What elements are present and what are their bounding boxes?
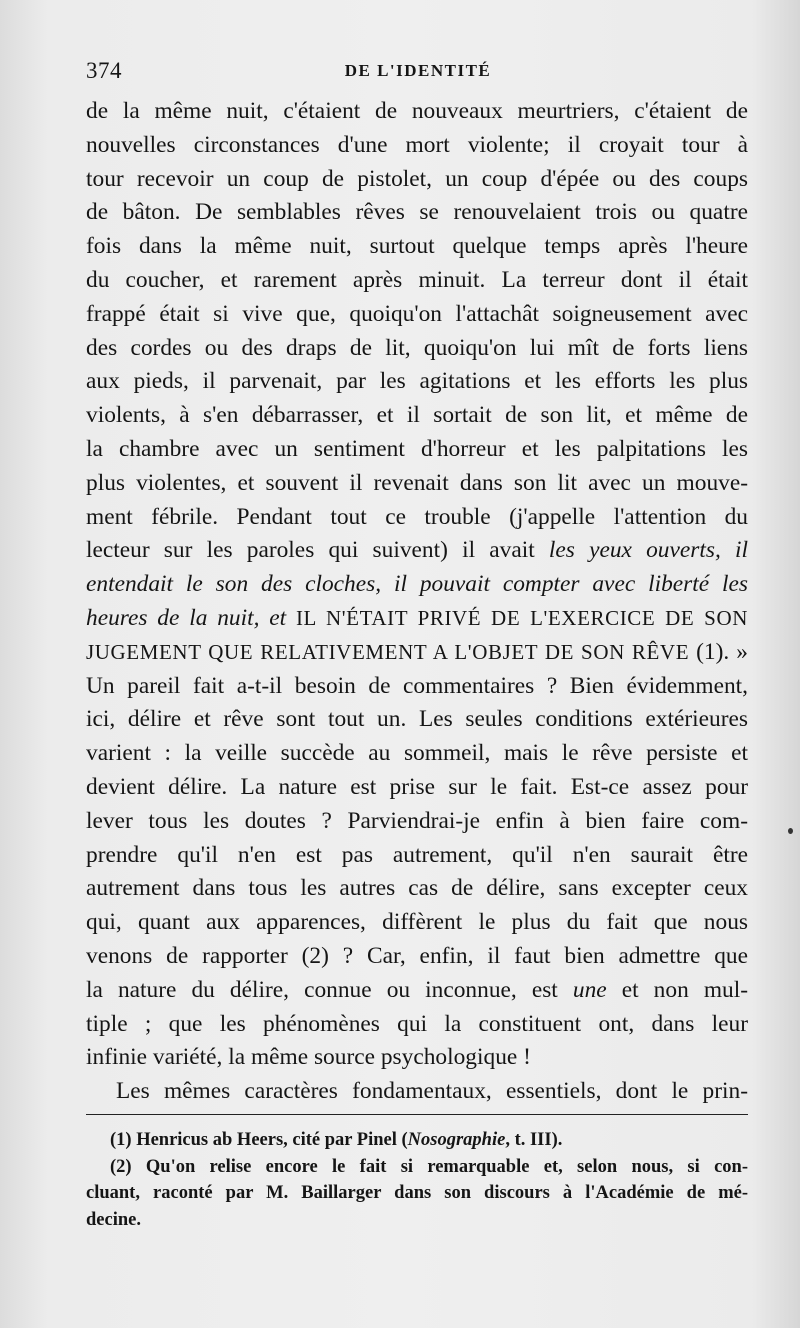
body-text xyxy=(86,95,748,1109)
footnote-line: decine. xyxy=(86,1209,141,1230)
text-line: infinie variété, la même source psychologique ! xyxy=(86,1044,531,1071)
text-line: violents, à s'en débarrasser, et il sortait de son lit, et même de xyxy=(86,402,748,429)
small-caps-span: JUGEMENT QUE RELATIVEMENT A L'OBJET DE SON RÊVE xyxy=(86,639,690,664)
text-line: venons de rapporter (2) ? Car, enfin, il faut bien admettre que xyxy=(86,942,748,969)
text-line: aux pieds, il parvenait, par les agitations et les efforts les plus xyxy=(86,368,748,395)
text-line: tiple ; que les phénomènes qui la constituent ont, dans leur xyxy=(86,1010,748,1037)
footnote-line: (1) Henricus ab Heers, cité par Pinel (Nosographie, t. III). xyxy=(110,1130,563,1150)
text-line: du coucher, et rarement après minuit. La terreur dont il était xyxy=(86,266,748,293)
italic-span: Nosographie xyxy=(407,1130,506,1150)
footnote-line: cluant, raconté par M. Baillarger dans son discours à l'Académie de mé- xyxy=(86,1183,748,1203)
text-line: des cordes ou des draps de lit, quoiqu'on lui mît de forts liens xyxy=(86,334,748,361)
text-line: la chambre avec un sentiment d'horreur et les palpitations les xyxy=(86,435,748,462)
text-line xyxy=(86,568,748,602)
small-caps-span: IL N'ÉTAIT PRIVÉ DE L'EXERCICE DE SON xyxy=(286,605,748,630)
text-line: plus violentes, et souvent il revenait dans son lit avec un mouve- xyxy=(86,469,748,496)
text-line: ici, délire et rêve sont tout un. Les seules conditions extérieures xyxy=(86,706,748,733)
italic-span: heures de la nuit, et xyxy=(86,604,287,631)
text-line: frappé était si vive que, quoiqu'on l'attachât soigneusement avec xyxy=(86,300,748,327)
page-number: 374 xyxy=(86,58,122,83)
text-line: Un pareil fait a-t-il besoin de commentaires ? Bien évidemment, xyxy=(86,672,748,699)
footnote-line: (2) Qu'on relise encore le fait si remarquable et, selon nous, si con- xyxy=(110,1156,748,1177)
text-line: la nature du délire, connue ou inconnue, est une et non mul- xyxy=(86,976,749,1003)
text-line: de la même nuit, c'étaient de nouveaux meurtriers, c'étaient de xyxy=(86,98,748,124)
text-line: JUGEMENT QUE RELATIVEMENT A L'OBJET DE SON RÊVE (1). » xyxy=(86,638,748,665)
text-line: autrement dans tous les autres cas de délire, sans excepter ceux xyxy=(86,875,748,902)
text-line xyxy=(86,602,748,636)
italic-span: entendait le son des cloches, il pouvait compter avec liberté les xyxy=(86,571,748,598)
running-title: DE L'IDENTITÉ xyxy=(344,61,492,80)
footnotes xyxy=(86,1127,748,1233)
italic-span: les yeux ouverts, il xyxy=(548,537,748,564)
text-line: de bâton. De semblables rêves se renouvelaient trois ou quatre xyxy=(86,199,748,226)
footnote-rule xyxy=(86,1114,748,1115)
text-line: prendre qu'il n'en est pas autrement, qu'il n'en saurait être xyxy=(86,841,748,868)
text-line: lever tous les doutes ? Parviendrai-je enfin à bien faire com- xyxy=(86,807,748,834)
text-line: tour recevoir un coup de pistolet, un coup d'épée ou des coups xyxy=(86,165,748,192)
text-line: varient : la veille succède au sommeil, mais le rêve persiste et xyxy=(86,740,748,767)
text-line: nouvelles circonstances d'une mort violente; il croyait tour à xyxy=(86,131,748,158)
italic-span: une xyxy=(572,976,607,1003)
text-line: devient délire. La nature est prise sur le fait. Est-ce assez pour xyxy=(86,773,748,800)
text-line: qui, quant aux apparences, diffèrent le plus du fait que nous xyxy=(86,909,748,936)
text-line: Les mêmes caractères fondamentaux, essentiels, dont le prin- xyxy=(116,1078,748,1105)
text-line: ment fébrile. Pendant tout ce trouble (j'appelle l'attention du xyxy=(86,503,748,530)
page-header xyxy=(86,58,750,88)
text-line: fois dans la même nuit, surtout quelque temps après l'heure xyxy=(86,233,748,260)
text-line: lecteur sur les paroles qui suivent) il avait les yeux ouverts, il xyxy=(86,537,748,564)
ink-speck xyxy=(788,828,793,834)
